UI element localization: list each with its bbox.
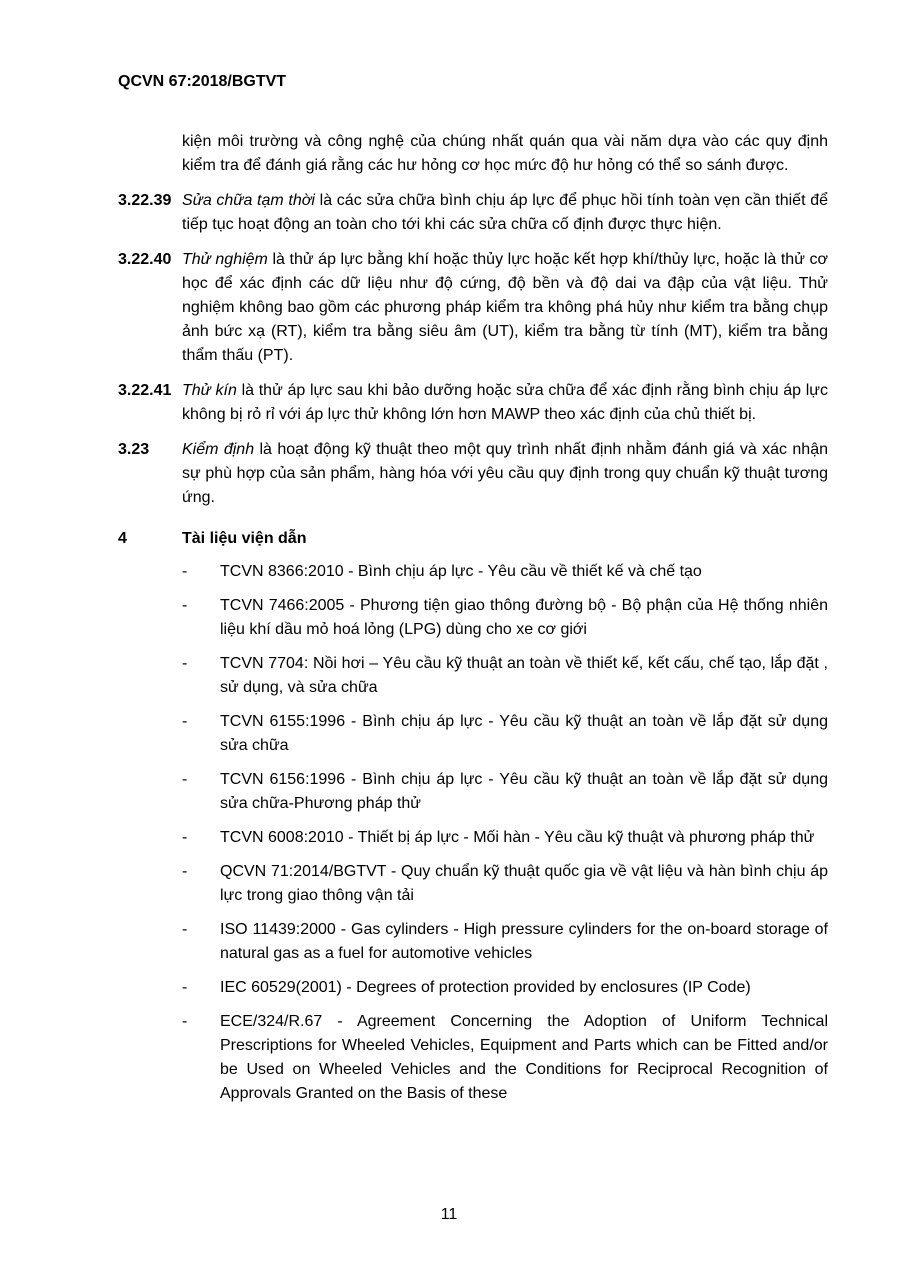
definition-text bbox=[182, 379, 828, 427]
reference-text: ISO 11439:2000 - Gas cylinders - High pressure cylinders for the on-board storage of natural gas as a fuel for automotive vehicles bbox=[220, 921, 828, 962]
reference-text: ECE/324/R.67 - Agreement Concerning the Adoption of Uniform Technical Prescriptions for Wheeled Vehicles, Equipment and Parts which can be Fitted and/or be Used on Wheeled Vehicles and the Conditions for Reciprocal Recognition of Approvals Granted on the Basis of these bbox=[220, 1013, 828, 1102]
list-item bbox=[118, 918, 828, 966]
reference-text: TCVN 7704: Nồi hơi – Yêu cầu kỹ thuật an toàn về thiết kế, kết cấu, chế tạo, lắp đặt , sử dụng, và sửa chữa bbox=[220, 655, 828, 696]
list-item bbox=[118, 768, 828, 816]
reference-text: TCVN 8366:2010 - Bình chịu áp lực - Yêu cầu về thiết kế và chế tạo bbox=[220, 563, 702, 580]
definition-term: Sửa chữa tạm thời bbox=[182, 192, 315, 209]
reference-text: TCVN 6008:2010 - Thiết bị áp lực - Mối hàn - Yêu cầu kỹ thuật và phương pháp thử bbox=[220, 829, 815, 846]
list-item bbox=[118, 860, 828, 908]
definition-text bbox=[182, 438, 828, 510]
continuation-paragraph: kiện môi trường và công nghệ của chúng nhất quán qua vài năm dựa vào các quy định kiểm tra để đánh giá rằng các hư hỏng cơ học mức độ hư hỏng có thể so sánh được. bbox=[182, 133, 828, 174]
definition-body: là thử áp lực sau khi bảo dưỡng hoặc sửa chữa để xác định rằng bình chịu áp lực không bị rỏ rỉ với áp lực thử không lớn hơn MAWP theo xác định của chủ thiết bị. bbox=[182, 382, 828, 423]
definition-number: 3.23 bbox=[118, 441, 150, 458]
list-dash: - bbox=[182, 863, 188, 880]
list-dash: - bbox=[182, 829, 188, 846]
definition-3-22-40 bbox=[118, 248, 828, 368]
definition-body: là các sửa chữa bình chịu áp lực để phục hồi tính toàn vẹn cần thiết để tiếp tục hoạt động an toàn cho tới khi các sửa chữa cố định được thực hiện. bbox=[182, 192, 828, 233]
definition-term: Thử kín bbox=[182, 382, 237, 399]
list-item bbox=[118, 594, 828, 642]
definition-3-22-41 bbox=[118, 379, 828, 427]
reference-text: TCVN 6156:1996 - Bình chịu áp lực - Yêu cầu kỹ thuật an toàn về lắp đặt sử dụng sửa chữa-Phương pháp thử bbox=[220, 771, 828, 812]
definition-text bbox=[182, 189, 828, 237]
list-item bbox=[118, 1010, 828, 1106]
list-dash: - bbox=[182, 597, 188, 614]
list-dash: - bbox=[182, 921, 188, 938]
reference-text: IEC 60529(2001) - Degrees of protection provided by enclosures (IP Code) bbox=[220, 979, 751, 996]
list-dash: - bbox=[182, 713, 188, 730]
definition-number: 3.22.40 bbox=[118, 251, 172, 268]
definition-3-22-39 bbox=[118, 189, 828, 237]
list-item bbox=[118, 976, 828, 1000]
list-dash: - bbox=[182, 979, 188, 996]
definition-body: là hoạt động kỹ thuật theo một quy trình nhất định nhằm đánh giá và xác nhận sự phù hợp của sản phẩm, hàng hóa với yêu cầu quy định trong quy chuẩn kỹ thuật tương ứng. bbox=[182, 441, 829, 506]
list-item bbox=[118, 710, 828, 758]
list-item bbox=[118, 652, 828, 700]
list-dash: - bbox=[182, 563, 188, 580]
document-code-header: QCVN 67:2018/BGTVT bbox=[118, 73, 287, 90]
definition-number: 3.22.41 bbox=[118, 382, 172, 399]
section-title: Tài liệu viện dẫn bbox=[182, 530, 307, 547]
list-item bbox=[118, 826, 828, 850]
definition-text bbox=[182, 248, 828, 368]
list-dash: - bbox=[182, 655, 188, 672]
definition-term: Kiểm định bbox=[182, 441, 255, 458]
definition-term: Thử nghiệm bbox=[182, 251, 268, 268]
reference-text: TCVN 7466:2005 - Phương tiện giao thông đường bộ - Bộ phận của Hệ thống nhiên liệu khí dầu mỏ hoá lỏng (LPG) dùng cho xe cơ giới bbox=[220, 597, 828, 638]
page-number: 11 bbox=[440, 1206, 458, 1223]
reference-list bbox=[118, 560, 828, 1106]
section-number: 4 bbox=[118, 530, 127, 547]
definition-body: là thử áp lực bằng khí hoặc thủy lực hoặc kết hợp khí/thủy lực, hoặc là thử cơ học để xác định các dữ liệu như độ cứng, độ bền và độ dai va đập của vật liệu. Thử nghiệm không bao gồm các phương pháp kiểm tra không phá hủy như kiểm tra bằng chụp ảnh bức xạ (RT), kiểm tra bằng siêu âm (UT), kiểm tra bằng từ tính (MT), kiểm tra bằng thẩm thấu (PT). bbox=[182, 251, 829, 364]
section-heading bbox=[118, 527, 828, 551]
list-item bbox=[118, 560, 828, 584]
list-dash: - bbox=[182, 1013, 188, 1030]
page-content bbox=[118, 130, 828, 1116]
reference-text: QCVN 71:2014/BGTVT - Quy chuẩn kỹ thuật quốc gia về vật liệu và hàn bình chịu áp lực trong giao thông vận tải bbox=[220, 863, 828, 904]
list-dash: - bbox=[182, 771, 188, 788]
reference-text: TCVN 6155:1996 - Bình chịu áp lực - Yêu cầu kỹ thuật an toàn về lắp đặt sử dụng sửa chữa bbox=[220, 713, 828, 754]
definition-3-23 bbox=[118, 438, 828, 510]
definition-number: 3.22.39 bbox=[118, 192, 172, 209]
